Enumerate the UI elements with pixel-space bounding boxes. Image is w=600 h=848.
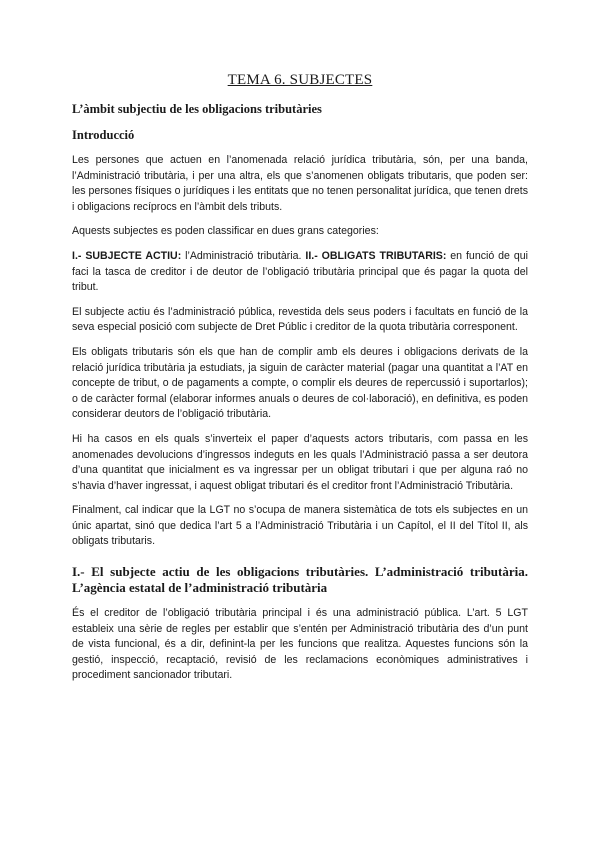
taxpayers-text: en funció de qui faci la tasca de creditor i de deutor de l’obligació tributària principal que és pagar la quota del tribut.	[72, 249, 528, 294]
paragraph-5: Els obligats tributaris són els que han de complir amb els deures i obligacions derivats de la relació jurídica tributària ja estudiats, ja siguin de caràcter material (pagar una quantitat a l’AT en concepte de tribut, o de pagaments a compte, o complir els deures de repercussió i suportarlos); o de caràcter formal (elaborar informes anuals o deures de col·laboració), en definitiva, es poden considerar deutors de l’obligació tributària.	[72, 345, 528, 421]
paragraph-4: El subjecte actiu és l’administració pública, revestida dels seus poders i facultats en funció de la seva especial posició com subjecte de Dret Públic i creditor de la quota tributària corresponent.	[72, 305, 528, 334]
paragraph-6: Hi ha casos en els quals s’inverteix el paper d’aquests actors tributaris, com passa en les anomenades devolucions d’ingressos indeguts en les quals l’Administració passa a ser deutora d’una quantitat que inicialment es va ingressar per un obligat tributari i que per alguna raó no s’havia d’haver ingressat, i aquest obligat tributari és el creditor front l’Administració Tributària.	[72, 432, 528, 492]
section-2-heading: I.- El subjecte actiu de les obligacions tributàries. L’administració tributària. L’agència estatal de l’administració tributària	[72, 564, 528, 596]
section-heading: L’àmbit subjectiu de les obligacions tributàries	[72, 102, 322, 116]
paragraph-1: Les persones que actuen en l’anomenada relació jurídica tributària, són, per una banda, l’Administració tributària, i per una altra, els que s’anomenen obligats tributaris, que poden ser: les persones físiques o jurídiques i les entitats que no tenen personalitat jurídica, que tenen drets i obligacions recíprocs en l’àmbit dels tributs.	[72, 154, 528, 213]
document-page	[72, 72, 528, 693]
paragraph-2: Aquests subjectes es poden classificar en dues grans categories:	[72, 225, 379, 238]
intro-heading: Introducció	[72, 128, 135, 142]
page-title: TEMA 6. SUBJECTES	[227, 72, 373, 88]
paragraph-3	[72, 249, 528, 296]
paragraph-7: Finalment, cal indicar que la LGT no s’ocupa de manera sistemàtica de tots els subjectes en un únic apartat, sinó que dedica l’art 5 a l’Administració Tributària i un Capítol, el II del Títol II, als obligats tributaris.	[72, 504, 528, 548]
paragraph-8: És el creditor de l’obligació tributària principal i és una administració pública. L’art. 5 LGT estableix una sèrie de regles per establir que s’entén per Administració tributària des d’un punt de vista funcional, és a dir, definint-la per les funcions que realitza. Aquestes funcions són la gestió, inspecció, recaptació, revisió de les reclamacions econòmiques administratives i procediment sancionador tributari.	[72, 607, 528, 682]
taxpayers-label: II.- OBLIGATS TRIBUTARIS:	[305, 249, 447, 262]
subject-active-label: I.- SUBJECTE ACTIU:	[72, 249, 182, 262]
subject-active-text: l’Administració tributària.	[181, 249, 306, 262]
